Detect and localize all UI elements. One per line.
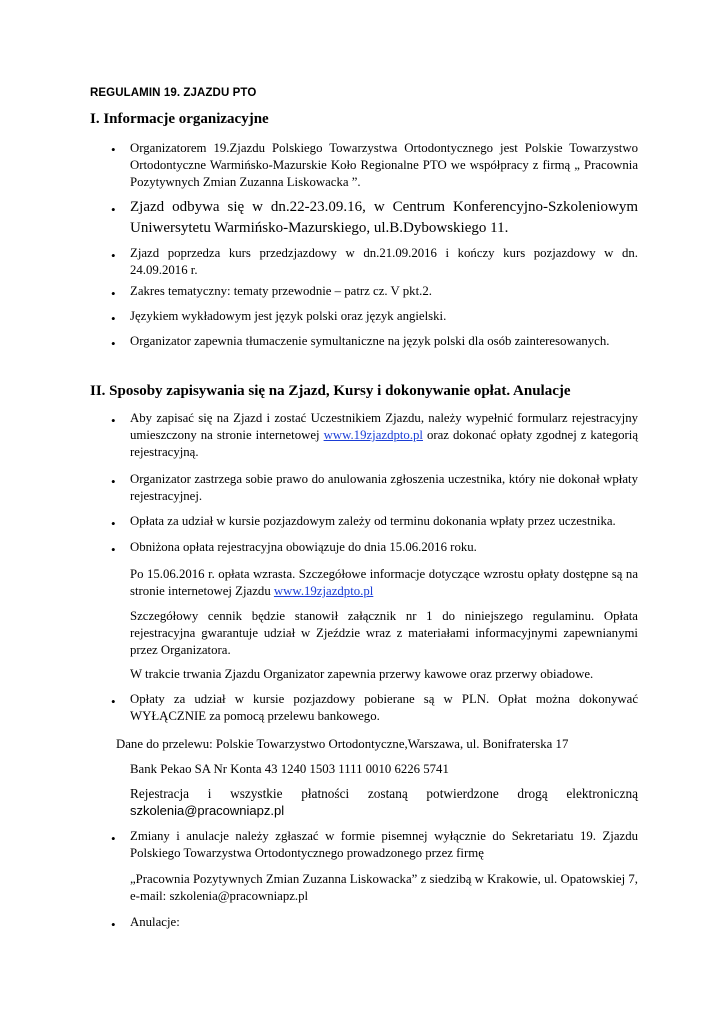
bullet-marker: • — [111, 336, 116, 351]
text-span: oraz dokonać opłaty zgodnej z kategorią rejestracyjną. — [130, 428, 639, 459]
bullet-marker: • — [111, 917, 116, 932]
paragraph-cancellation-right: Organizator zastrzega sobie prawo do anulowania zgłoszenia uczestnika, który nie dokonał wpłaty rejestracyjnej. — [130, 472, 638, 503]
paragraph-courses: Zjazd poprzedza kurs przedzjazdowy w dn.21.09.2016 i kończy kurs pozjazdowy w dn. 24.09.2016 r. — [130, 246, 638, 277]
bullet-marker: • — [111, 202, 116, 217]
bullet-marker: • — [111, 694, 116, 709]
text-span: Aby zapisać się na Zjazd i zostać Uczestnikiem Zjazdu, należy wypełnić formularz rejestracyjny umieszczony na stronie internetowej — [130, 411, 638, 442]
paragraph-reduced-fee: Obniżona opłata rejestracyjna obowiązuje do dnia 15.06.2016 roku. — [130, 540, 477, 554]
bullet-marker: • — [111, 413, 116, 428]
confirmation-line: Rejestracja i wszystkie płatności zostaną potwierdzone drogą elektroniczną — [130, 786, 638, 801]
paragraph-translation: Organizator zapewnia tłumaczenie symultaniczne na język polski dla osób zainteresowanych. — [130, 334, 610, 348]
bullet-marker: • — [111, 311, 116, 326]
bullet-marker: • — [111, 286, 116, 301]
bullet-marker: • — [111, 474, 116, 489]
website-link[interactable]: www.19zjazdpto.pl — [273, 584, 374, 598]
paragraph-language: Językiem wykładowym jest język polski oraz język angielski. — [130, 309, 447, 323]
paragraph-course-fee: Opłata za udział w kursie pozjazdowym zależy od terminu dokonania wpłaty przez uczestnika. — [130, 514, 616, 528]
paragraph-payment-method: Opłaty za udział w kursie pozjazdowy pobierane są w PLN. Opłat można dokonywać WYŁĄCZNIE za pomocą przelewu bankowego. — [130, 692, 638, 723]
paragraph-changes: Zmiany i anulacje należy zgłaszać w formie pisemnej wyłącznie do Sekretariatu 19. Zjazdu Polskiego Towarzystwa Ortodontycznego prowadzonego przez firmę — [130, 829, 638, 860]
paragraph-price-list: Szczegółowy cennik będzie stanowił załącznik nr 1 do niniejszego regulaminu. Opłata rejestracyjna gwarantuje udział w Zjeździe wraz z materiałami informacyjnymi zapewnianymi przez Organizatora. — [130, 609, 638, 657]
bullet-marker: • — [111, 831, 116, 846]
paragraph-scope: Zakres tematyczny: tematy przewodnie – patrz cz. V pkt.2. — [130, 284, 432, 298]
bullet-marker: • — [111, 248, 116, 263]
paragraph-registration — [130, 410, 638, 461]
section-heading-1: I. Informacje organizacyjne — [90, 111, 269, 127]
paragraph-venue: Zjazd odbywa się w dn.22-23.09.16, w Centrum Konferencyjno-Szkoleniowym Uniwersytetu Warmińsko-Mazurskiego, ul.B.Dybowskiego 11. — [130, 199, 638, 236]
paragraph-confirmation — [130, 785, 638, 819]
bullet-marker: • — [111, 542, 116, 557]
confirmation-email: szkolenia@pracowniapz.pl — [130, 803, 285, 818]
paragraph-company-address: „Pracownia Pozytywnych Zmian Zuzanna Liskowacka” z siedzibą w Krakowie, ul. Opatowskiej 7, e-mail: szkolenia@pracowniapz.pl — [130, 872, 638, 903]
website-link[interactable]: www.19zjazdpto.pl — [323, 428, 423, 442]
paragraph-transfer-data: Dane do przelewu: Polskie Towarzystwo Ortodontyczne,Warszawa, ul. Bonifraterska 17 — [116, 737, 569, 751]
paragraph-cancellations: Anulacje: — [130, 915, 180, 929]
paragraph-breaks: W trakcie trwania Zjazdu Organizator zapewnia przerwy kawowe oraz przerwy obiadowe. — [130, 667, 594, 681]
bullet-marker: • — [111, 516, 116, 531]
paragraph-bank-account: Bank Pekao SA Nr Konta 43 1240 1503 1111 0010 6226 5741 — [130, 762, 449, 776]
paragraph-fee-increase — [130, 566, 638, 600]
paragraph-organizer: Organizatorem 19.Zjazdu Polskiego Towarzystwa Ortodontycznego jest Polskie Towarzystwo Ortodontyczne Warmińsko-Mazurskie Koło Regionalne PTO we współpracy z firmą „ Pracownia Pozytywnych Zmian Zuzanna Liskowacka ”. — [130, 141, 638, 189]
bullet-marker: • — [111, 142, 116, 157]
text-span: Po 15.06.2016 r. opłata wzrasta. Szczegółowe informacje dotyczące wzrostu opłaty dostępne są na stronie internetowej Zjazdu — [130, 567, 638, 598]
section-heading-2: II. Sposoby zapisywania się na Zjazd, Kursy i dokonywanie opłat. Anulacje — [90, 383, 571, 399]
document-title: REGULAMIN 19. ZJAZDU PTO — [90, 87, 257, 99]
